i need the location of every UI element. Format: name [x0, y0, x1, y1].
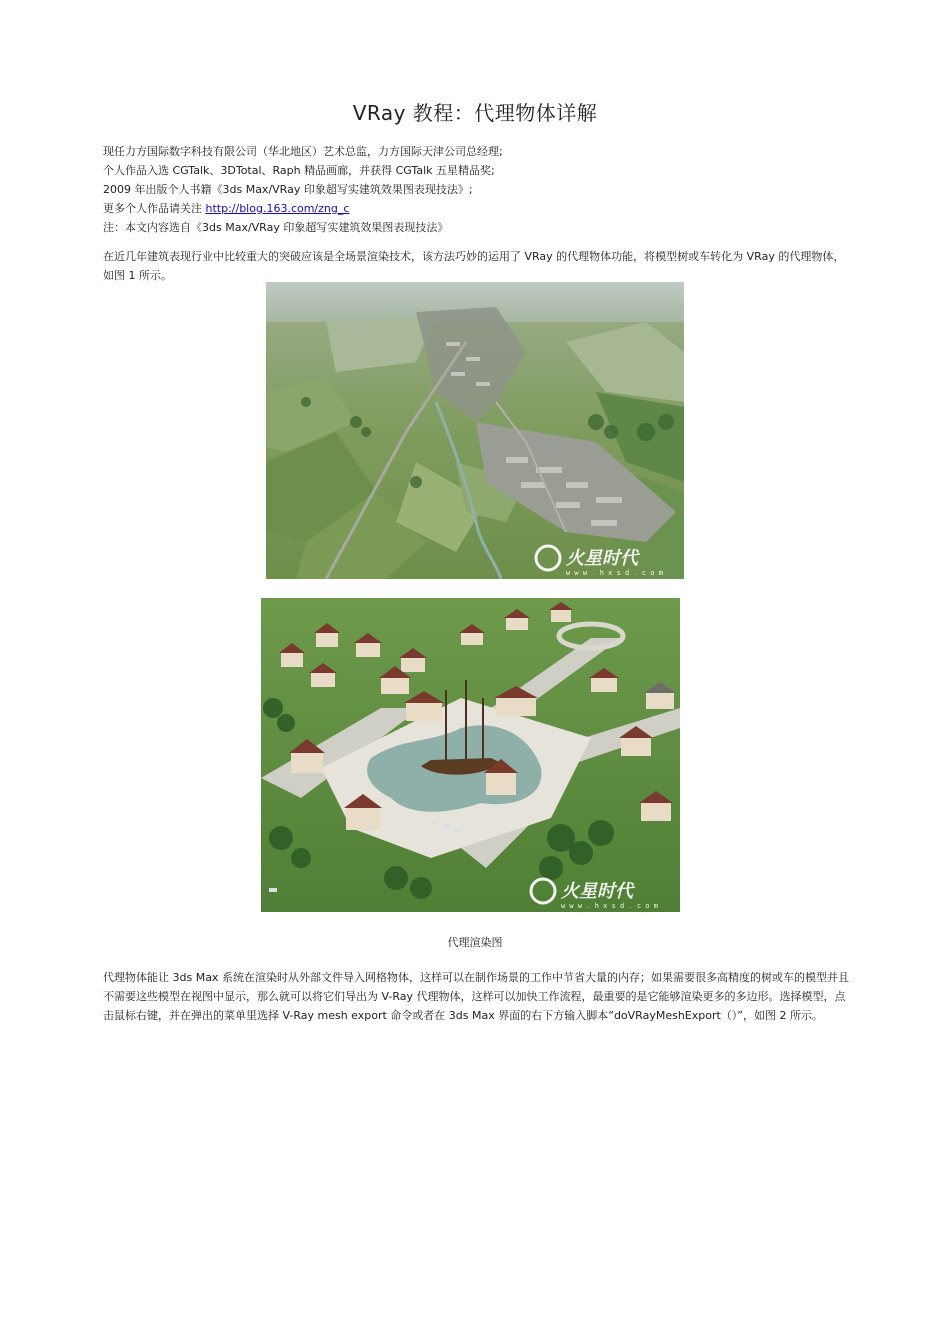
watermark-url: w w w . h x s d . c o m — [561, 902, 658, 910]
watermark-url: w w w . h x s d . c o m — [566, 569, 663, 577]
intro-link-prefix: 更多个人作品请关注 — [103, 202, 206, 215]
watermark-brand: 火星时代 — [561, 881, 633, 902]
intro-line: 现任力方国际数字科技有限公司（华北地区）艺术总监，力方国际天津公司总经理; — [103, 145, 503, 158]
intro-line: 2009 年出版个人书籍《3ds Max/VRay 印象超写实建筑效果图表现技法》; — [103, 183, 473, 196]
figure-caption: 代理渲染图 — [447, 936, 503, 949]
author-intro — [103, 142, 503, 237]
intro-line: 个人作品入选 CGTalk、3DTotal、Raph 精品画廊，并获得 CGTalk 五星精品奖; — [103, 164, 495, 177]
intro-line: 注：本文内容选自《3ds Max/VRay 印象超写实建筑效果图表现技法》 — [103, 221, 449, 234]
paragraph-1: 在近几年建筑表现行业中比较重大的突破应该是全场景渲染技术，该方法巧妙的运用了 VRay 的代理物体功能，将模型树或车转化为 VRay 的代理物体，如图 1 所示。 — [103, 250, 845, 282]
village-pond-image — [261, 598, 680, 912]
aerial-town-image — [266, 282, 684, 579]
intro-line-link — [103, 199, 503, 218]
page-title: VRay 教程：代理物体详解 — [352, 101, 598, 125]
watermark-brand: 火星时代 — [566, 548, 638, 569]
figure-village-pond — [261, 598, 680, 912]
figure-aerial-town — [266, 282, 684, 579]
blog-link[interactable]: http://blog.163.com/zng_c — [205, 202, 350, 215]
paragraph-2: 代理物体能让 3ds Max 系统在渲染时从外部文件导入网格物体，这样可以在制作场景的工作中节省大量的内存；如果需要很多高精度的树或车的模型并且不需要这些模型在视图中显示，那么就可以将它们导出为 V-Ray 代理物体，这样可以加快工作流程，最重要的是它能够渲染更多的多边形。选择模型，点击鼠标右键，并在弹出的菜单里选择 V-Ray mesh export 命令或者在 3ds Max 界面的右下方输入脚本“doVRayMeshExport（）”，如图 2 所示。 — [103, 971, 849, 1022]
